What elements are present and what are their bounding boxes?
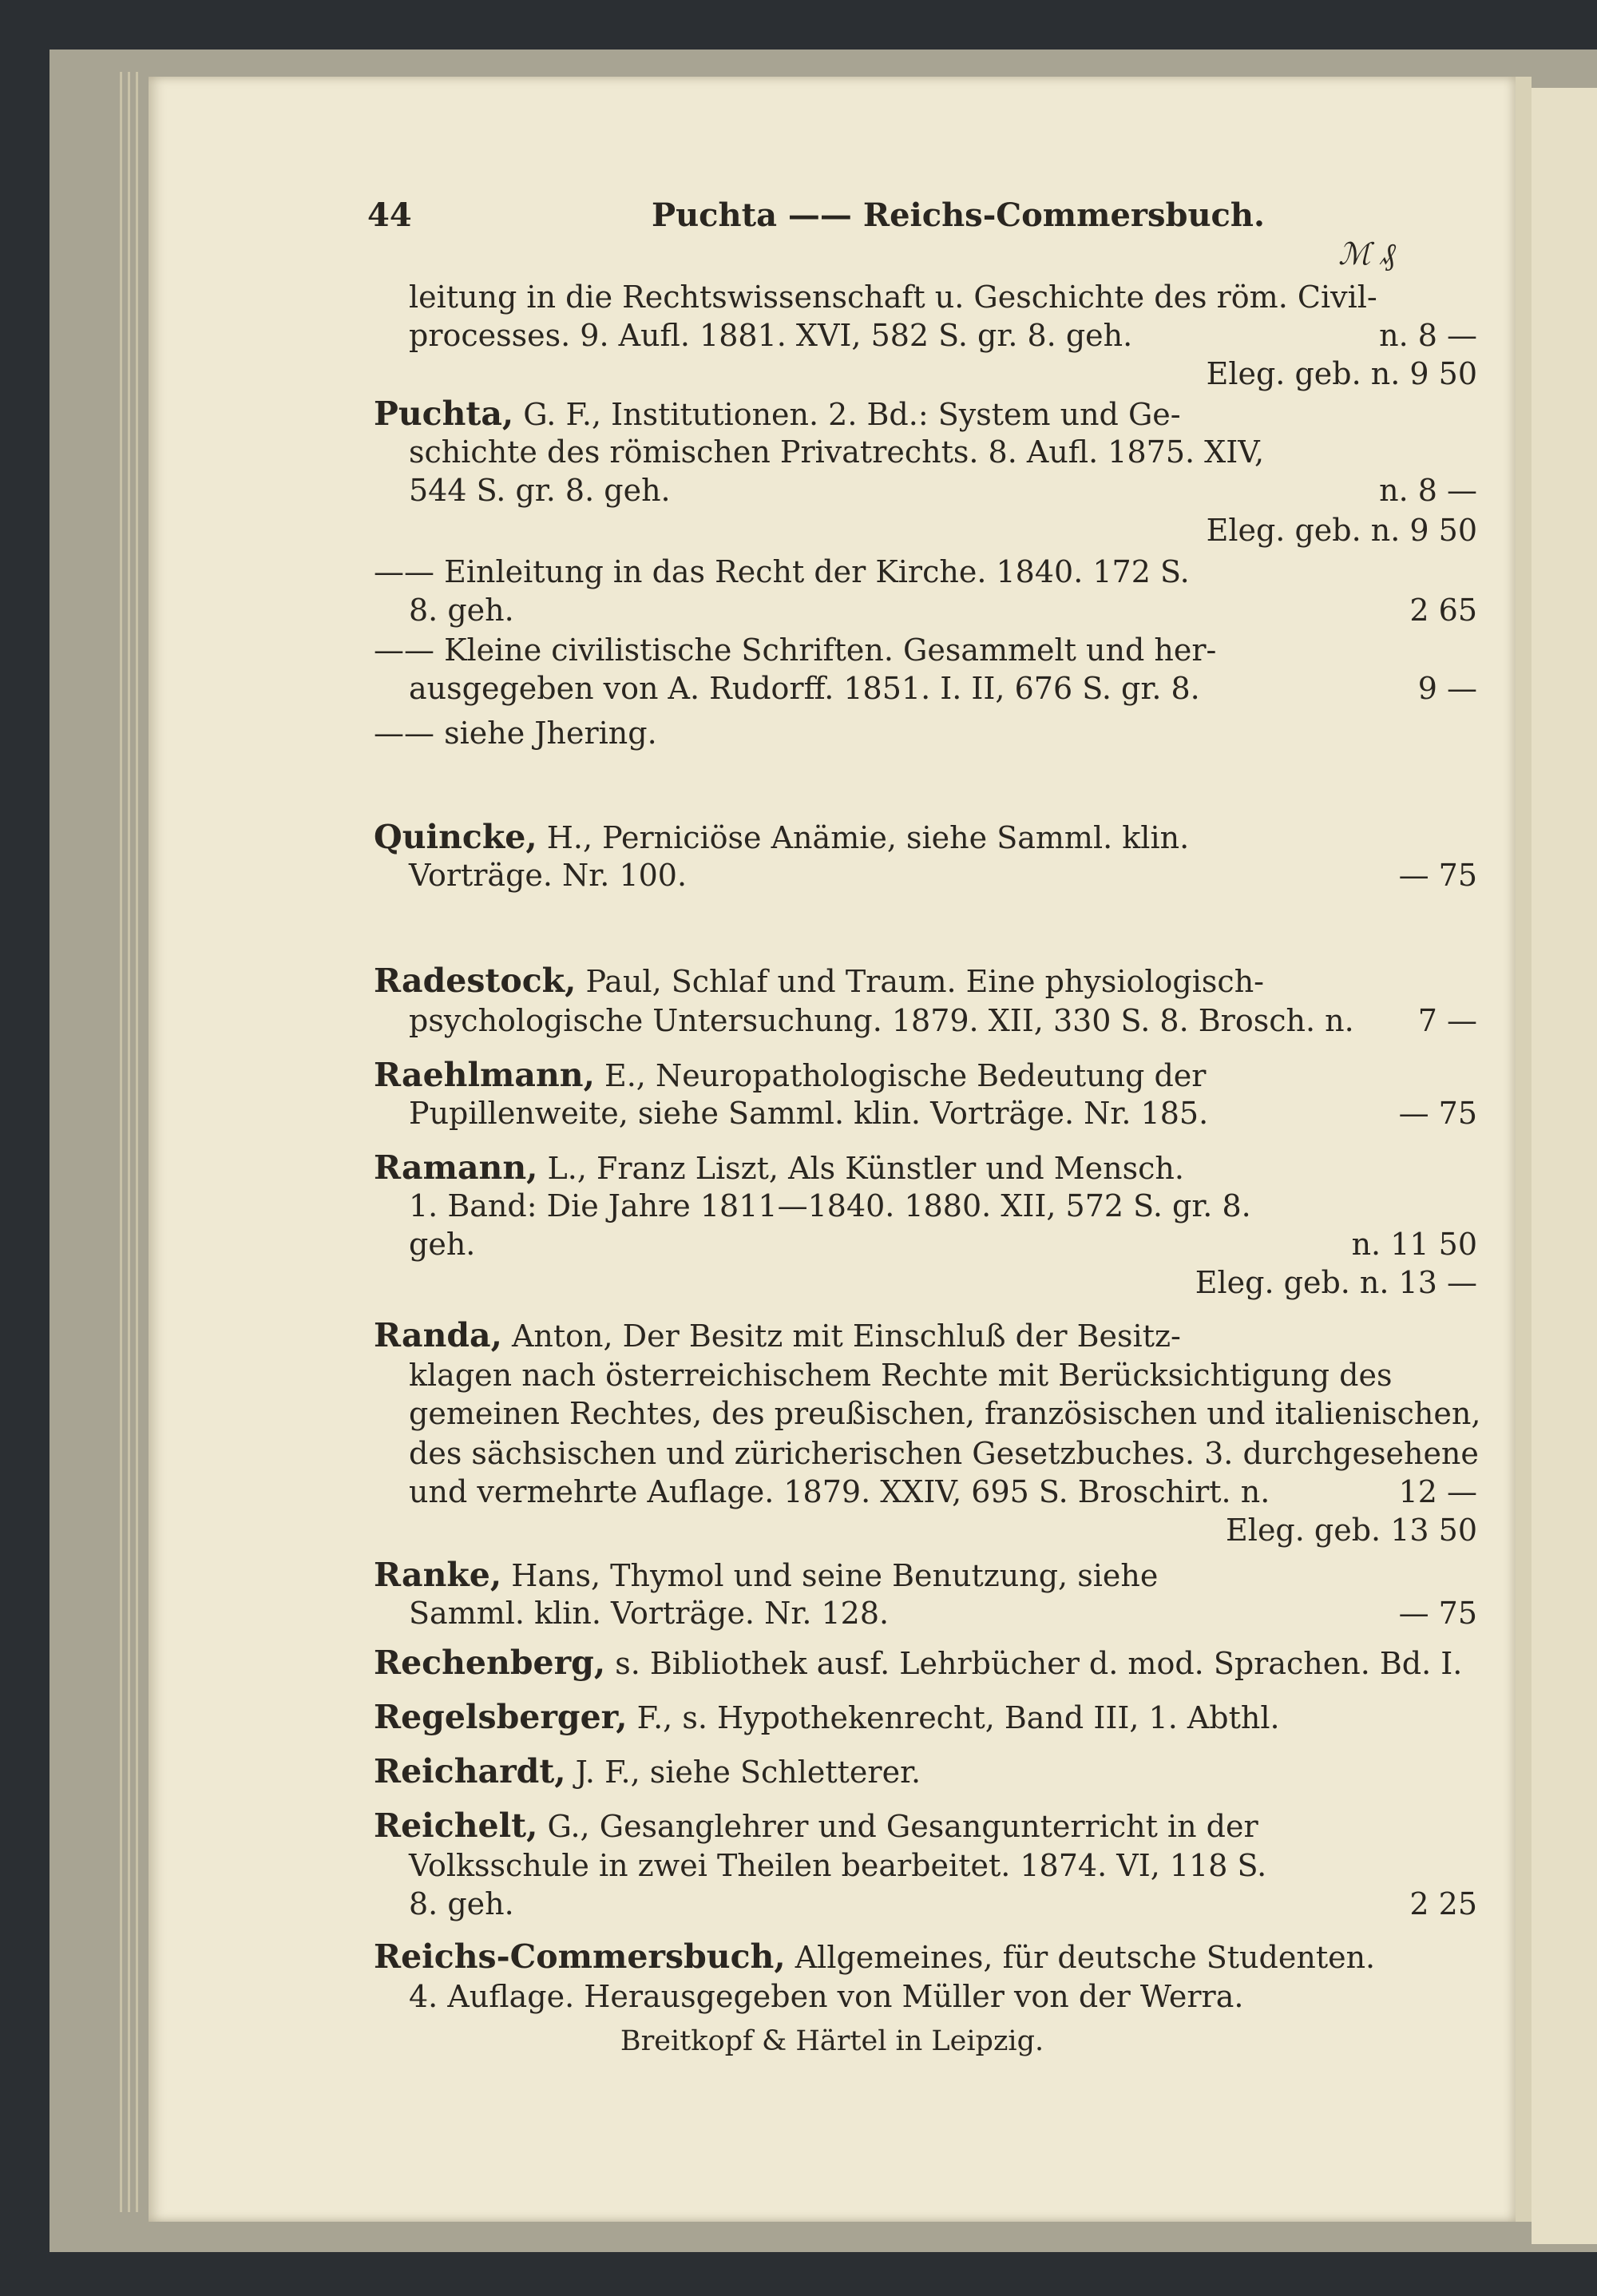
entry-line bbox=[374, 1698, 1280, 1737]
entry-price: Eleg. geb. 13 50 bbox=[1226, 1513, 1477, 1548]
entry-price: — 75 bbox=[1398, 1096, 1477, 1131]
entry-price: 7 — bbox=[1417, 1003, 1477, 1038]
entry-price: 9 — bbox=[1417, 671, 1477, 706]
entry-line: —— siehe Jhering. bbox=[374, 716, 657, 751]
entry-price: 2 65 bbox=[1409, 593, 1477, 628]
entry-line: und vermehrte Auflage. 1879. XXIV, 695 S. Broschirt. n. bbox=[409, 1474, 1270, 1509]
entry-text: s. Bibliothek ausf. Lehrbücher d. mod. Sprachen. Bd. I. bbox=[605, 1646, 1463, 1681]
entry-line: geh. bbox=[409, 1227, 476, 1262]
entry-text: Anton, Der Besitz mit Einschluß der Besitz- bbox=[501, 1319, 1181, 1354]
entry-line bbox=[374, 395, 1181, 434]
entry-line: 4. Auflage. Herausgegeben von Müller von der Werra. bbox=[409, 1979, 1244, 2014]
entry-line bbox=[374, 1316, 1181, 1355]
entry-line bbox=[374, 818, 1189, 857]
entry-heading: Raehlmann, bbox=[374, 1056, 595, 1094]
entry-price: n. 11 50 bbox=[1351, 1227, 1477, 1262]
entry-heading: Puchta, bbox=[374, 395, 514, 433]
page-edge-line bbox=[128, 72, 130, 2212]
entry-line bbox=[374, 1806, 1258, 1846]
entry-heading: Quincke, bbox=[374, 818, 537, 856]
entry-line: 544 S. gr. 8. geh. bbox=[409, 473, 671, 508]
entry-heading: Ranke, bbox=[374, 1556, 502, 1594]
page-gutter bbox=[1516, 77, 1532, 2222]
entry-price: Eleg. geb. n. 9 50 bbox=[1206, 513, 1477, 548]
entry-text: G., Gesanglehrer und Gesangunterricht in der bbox=[537, 1809, 1258, 1844]
publisher-footer: Breitkopf & Härtel in Leipzig. bbox=[620, 2025, 1044, 2057]
page-number: 44 bbox=[367, 196, 412, 234]
entry-price: Eleg. geb. n. 9 50 bbox=[1206, 356, 1477, 391]
entry-line: 8. geh. bbox=[409, 593, 514, 628]
entry-heading: Radestock, bbox=[374, 962, 577, 1000]
entry-text: L., Franz Liszt, Als Künstler und Mensch. bbox=[537, 1151, 1184, 1186]
entry-heading: Randa, bbox=[374, 1316, 502, 1354]
entry-price: 2 25 bbox=[1409, 1886, 1477, 1921]
entry-text: J. F., siehe Schletterer. bbox=[565, 1755, 921, 1790]
entry-line bbox=[374, 1752, 921, 1791]
entry-text: H., Perniciöse Anämie, siehe Samml. klin. bbox=[537, 820, 1190, 855]
entry-price: — 75 bbox=[1398, 858, 1477, 893]
entry-price: n. 8 — bbox=[1379, 473, 1477, 508]
entry-line: gemeinen Rechtes, des preußischen, französischen und italienischen, bbox=[409, 1396, 1481, 1431]
entry-price: 12 — bbox=[1398, 1474, 1477, 1509]
entry-line bbox=[374, 1056, 1206, 1095]
entry-line: Samml. klin. Vorträge. Nr. 128. bbox=[409, 1596, 890, 1631]
entry-text: Paul, Schlaf und Traum. Eine physiologisch- bbox=[576, 964, 1265, 999]
entry-heading: Reichardt, bbox=[374, 1752, 566, 1790]
entry-text: Allgemeines, für deutsche Studenten. bbox=[785, 1940, 1376, 1975]
entry-line: processes. 9. Aufl. 1881. XVI, 582 S. gr. 8. geh. bbox=[409, 318, 1133, 353]
entry-line bbox=[374, 1556, 1158, 1595]
entry-price: n. 8 — bbox=[1379, 318, 1477, 353]
entry-heading: Reichs-Commersbuch, bbox=[374, 1937, 786, 1976]
entry-line: schichte des römischen Privatrechts. 8. Aufl. 1875. XIV, bbox=[409, 434, 1265, 470]
entry-line: psychologische Untersuchung. 1879. XII, 330 S. 8. Brosch. n. bbox=[409, 1003, 1354, 1038]
entry-line: Vorträge. Nr. 100. bbox=[409, 858, 688, 893]
entry-line: klagen nach österreichischem Rechte mit Berücksichtigung des bbox=[409, 1358, 1393, 1393]
entry-line: 8. geh. bbox=[409, 1886, 514, 1921]
page-content bbox=[149, 77, 1516, 2222]
entry-line bbox=[374, 1644, 1462, 1683]
book-page bbox=[149, 77, 1516, 2222]
entry-line: ausgegeben von A. Rudorff. 1851. I. II, 676 S. gr. 8. bbox=[409, 671, 1200, 706]
entry-line: —— Kleine civilistische Schriften. Gesammelt und her- bbox=[374, 632, 1217, 668]
entry-heading: Ramann, bbox=[374, 1148, 538, 1187]
entry-line: Volksschule in zwei Theilen bearbeitet. 1874. VI, 118 S. bbox=[409, 1848, 1267, 1883]
entry-heading: Regelsberger, bbox=[374, 1698, 628, 1736]
entry-heading: Rechenberg, bbox=[374, 1644, 606, 1682]
entry-text: G. F., Institutionen. 2. Bd.: System und Ge- bbox=[513, 397, 1181, 432]
entry-line bbox=[374, 1148, 1184, 1188]
page-edge-line bbox=[120, 72, 122, 2212]
entry-line: Pupillenweite, siehe Samml. klin. Vorträge. Nr. 185. bbox=[409, 1096, 1209, 1131]
entry-line bbox=[374, 1937, 1375, 1977]
entry-price: — 75 bbox=[1398, 1596, 1477, 1631]
entry-line: 1. Band: Die Jahre 1811—1840. 1880. XII, 572 S. gr. 8. bbox=[409, 1188, 1251, 1223]
entry-text: E., Neuropathologische Bedeutung der bbox=[594, 1058, 1207, 1093]
entry-line bbox=[374, 962, 1264, 1001]
running-head: Puchta —— Reichs-Commersbuch. bbox=[652, 196, 1265, 234]
entry-text: Hans, Thymol und seine Benutzung, siehe bbox=[501, 1558, 1159, 1593]
currency-header: ℳ ₰ bbox=[1338, 236, 1396, 272]
page-edge-line bbox=[136, 72, 138, 2212]
adjacent-page-edge bbox=[1532, 88, 1597, 2244]
entry-line: —— Einleitung in das Recht der Kirche. 1840. 172 S. bbox=[374, 554, 1190, 589]
entry-text: F., s. Hypothekenrecht, Band III, 1. Abthl. bbox=[627, 1700, 1280, 1735]
entry-price: Eleg. geb. n. 13 — bbox=[1195, 1265, 1477, 1300]
entry-heading: Reichelt, bbox=[374, 1806, 538, 1845]
entry-line: leitung in die Rechtswissenschaft u. Geschichte des röm. Civil- bbox=[409, 280, 1377, 315]
entry-line: des sächsischen und züricherischen Gesetzbuches. 3. durchgesehene bbox=[409, 1436, 1479, 1471]
